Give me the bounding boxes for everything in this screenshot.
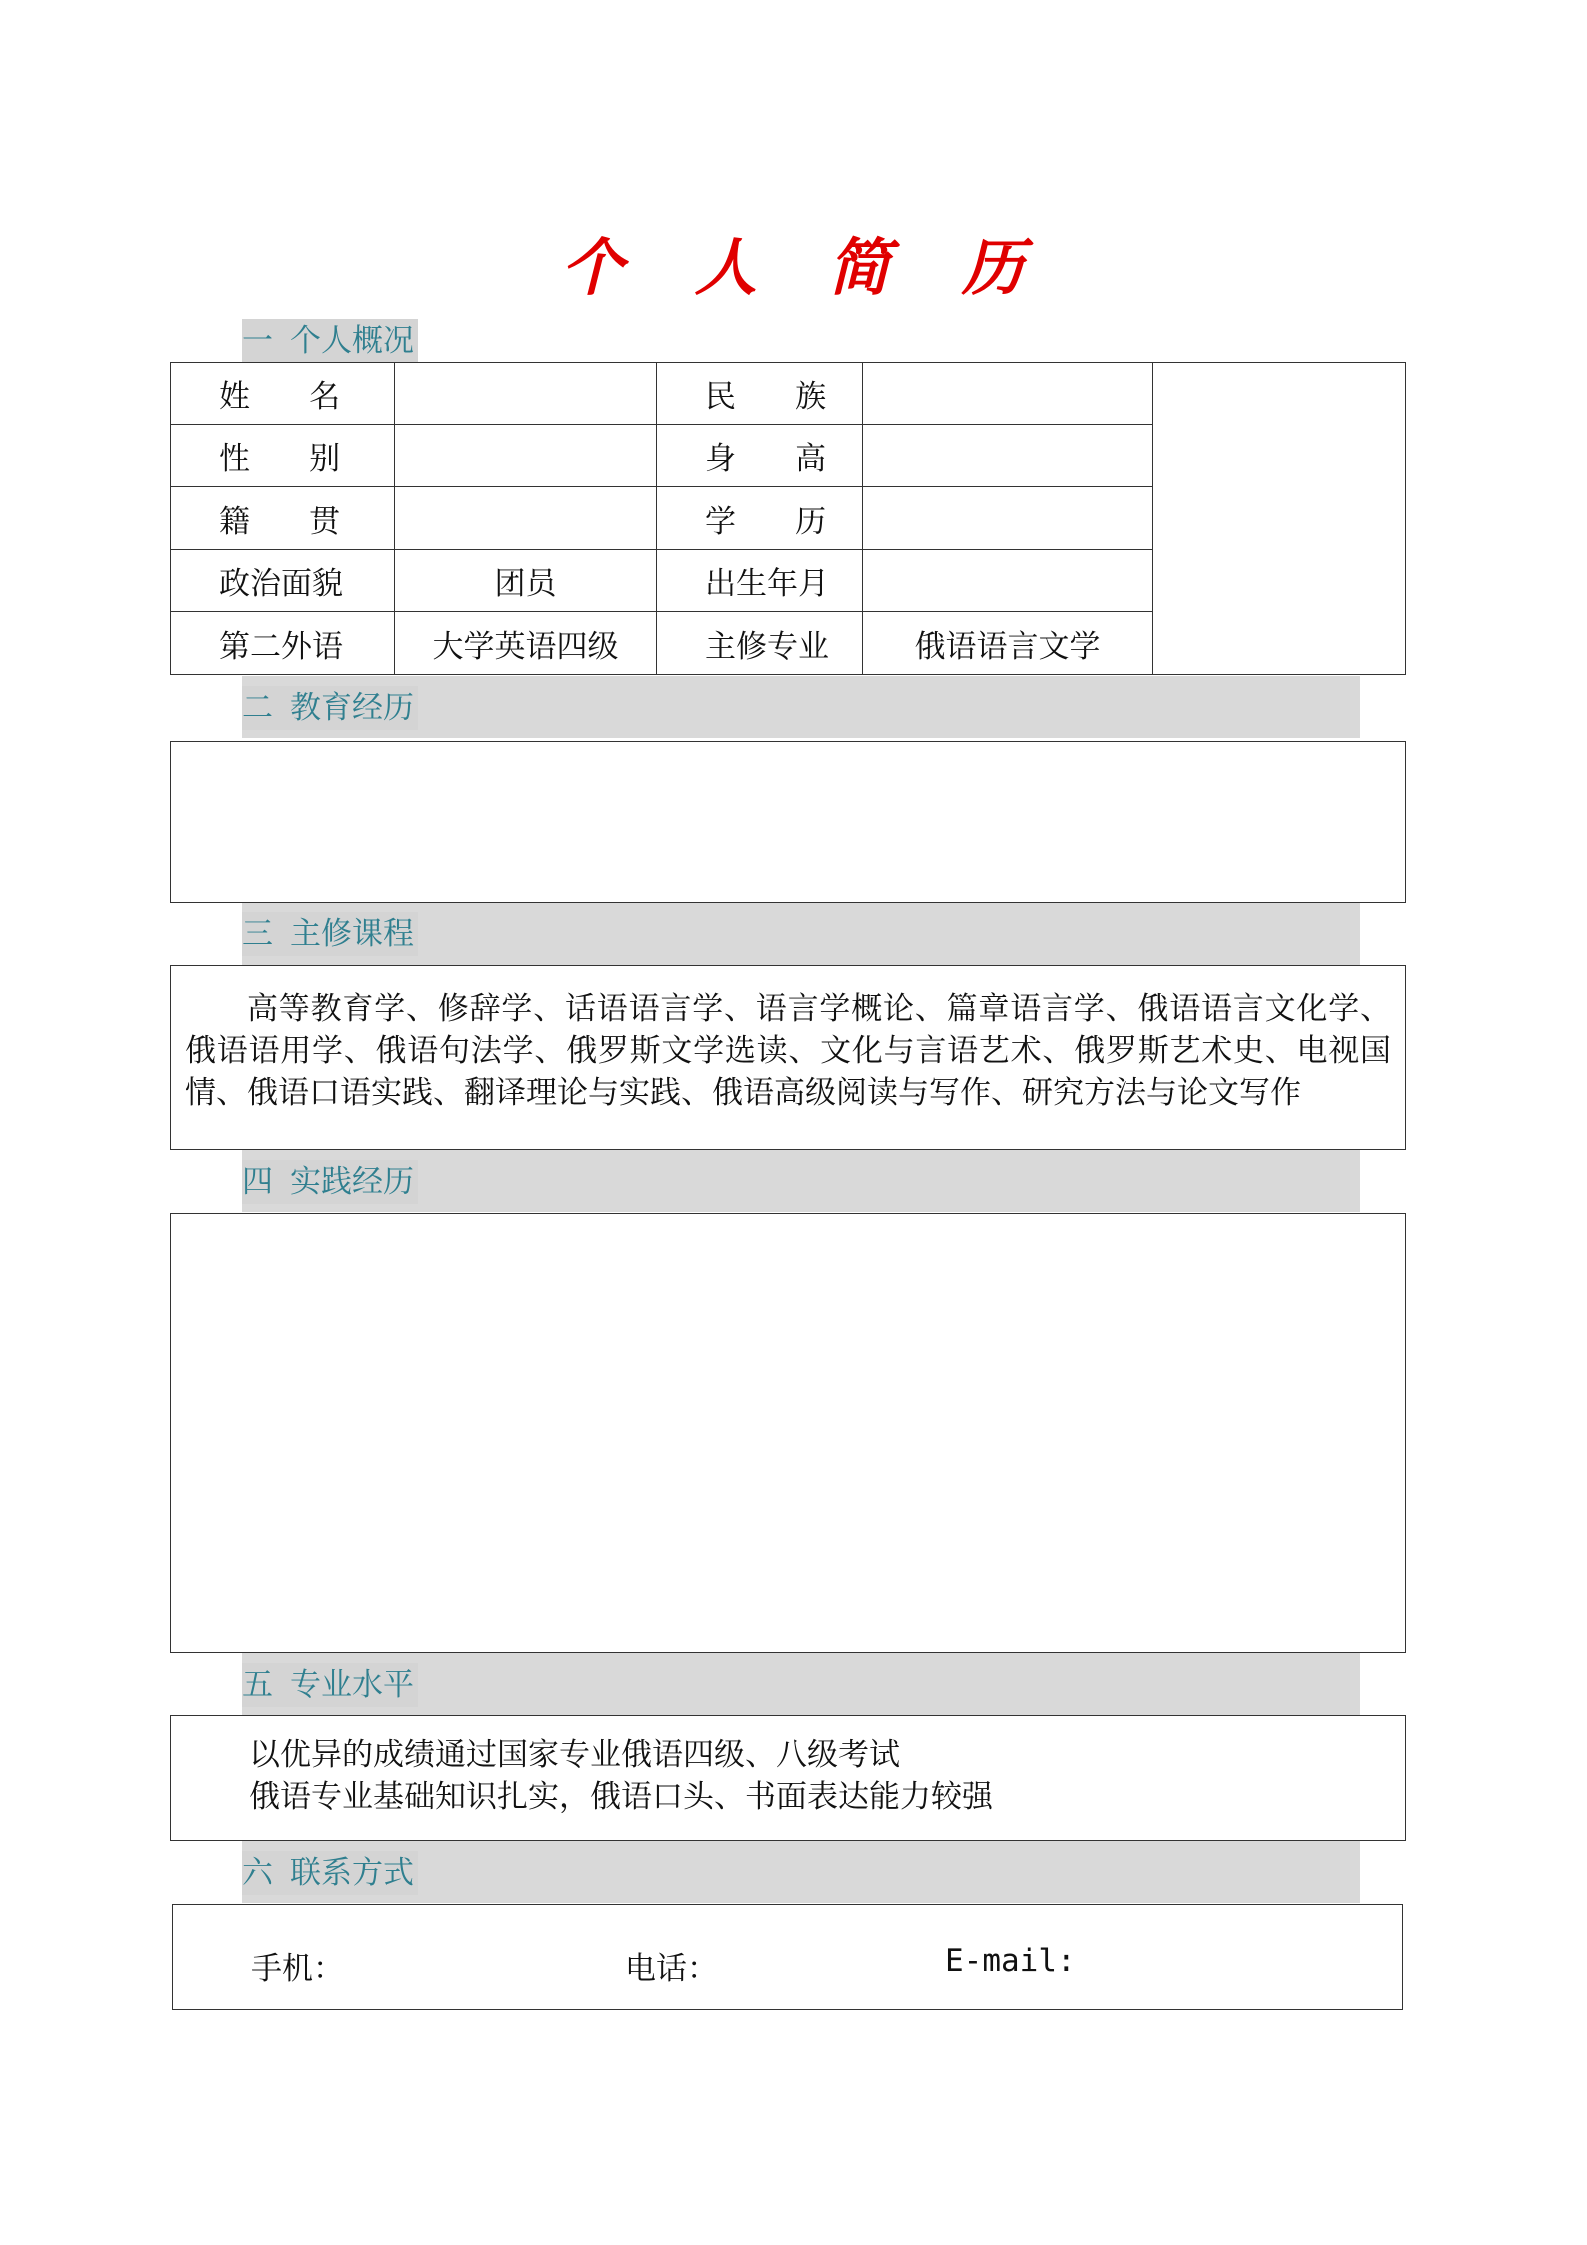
value-ethnicity xyxy=(863,363,1153,425)
courses-box xyxy=(170,965,1406,1150)
label-major: 主修专业 xyxy=(657,612,863,674)
value-height xyxy=(863,425,1153,487)
proficiency-line: 俄语专业基础知识扎实，俄语口头、书面表达能力较强 xyxy=(249,1779,993,1815)
education-box xyxy=(170,741,1406,903)
section-title: 主修课程 xyxy=(290,916,414,952)
label-gender: 性 别 xyxy=(171,425,395,487)
courses-text: 高等教育学、修辞学、话语语言学、语言学概论、篇章语言学、俄语语言文化学、俄语语用学、俄语句法学、俄罗斯文学选读、文化与言语艺术、俄罗斯艺术史、电视国情、俄语口语实践、翻译理论与实践、俄语高级阅读与写作、研究方法与论文写作 xyxy=(185,991,1391,1111)
section-number: 一 xyxy=(242,323,273,359)
section-heading-practice xyxy=(242,1160,418,1204)
contact-box xyxy=(172,1904,1403,2010)
label-second-language: 第二外语 xyxy=(171,612,395,674)
section-heading-courses xyxy=(242,912,418,956)
label-height: 身 高 xyxy=(657,425,863,487)
label-political-status: 政治面貌 xyxy=(171,550,395,612)
section-number: 六 xyxy=(242,1855,273,1891)
label-ethnicity: 民 族 xyxy=(657,363,863,425)
section-title: 教育经历 xyxy=(290,690,414,726)
photo-area xyxy=(1153,363,1403,673)
value-second-language: 大学英语四级 xyxy=(395,612,657,674)
section-number: 三 xyxy=(242,916,273,952)
label-education: 学 历 xyxy=(657,487,863,550)
practice-box xyxy=(170,1213,1406,1653)
page-title: 个 人 简 历 xyxy=(561,231,1026,304)
section-number: 四 xyxy=(242,1164,273,1200)
section-heading-proficiency xyxy=(242,1663,418,1707)
section-title: 个人概况 xyxy=(290,323,414,359)
section-number: 二 xyxy=(242,690,273,726)
email-label: E-mail: xyxy=(945,1943,1076,1979)
value-gender xyxy=(395,425,657,487)
section-title: 专业水平 xyxy=(290,1667,414,1703)
section-number: 五 xyxy=(242,1667,273,1703)
section-heading-contact xyxy=(242,1851,418,1895)
label-birth-date: 出生年月 xyxy=(657,550,863,612)
section-heading-education xyxy=(242,686,418,730)
value-education xyxy=(863,487,1153,550)
value-political-status: 团员 xyxy=(395,550,657,612)
proficiency-box xyxy=(170,1715,1406,1841)
label-hometown: 籍 贯 xyxy=(171,487,395,550)
mobile-label: 手机： xyxy=(251,1951,344,1987)
proficiency-line: 以优异的成绩通过国家专业俄语四级、八级考试 xyxy=(249,1737,900,1773)
value-major: 俄语语言文学 xyxy=(863,612,1153,674)
section-title: 实践经历 xyxy=(290,1164,414,1200)
value-name xyxy=(395,363,657,425)
value-birth-date xyxy=(863,550,1153,612)
value-hometown xyxy=(395,487,657,550)
personal-info-table xyxy=(170,362,1406,675)
section-heading-personal xyxy=(242,319,418,363)
label-name: 姓 名 xyxy=(171,363,395,425)
section-title: 联系方式 xyxy=(290,1855,414,1891)
phone-label: 电话： xyxy=(625,1951,718,1987)
